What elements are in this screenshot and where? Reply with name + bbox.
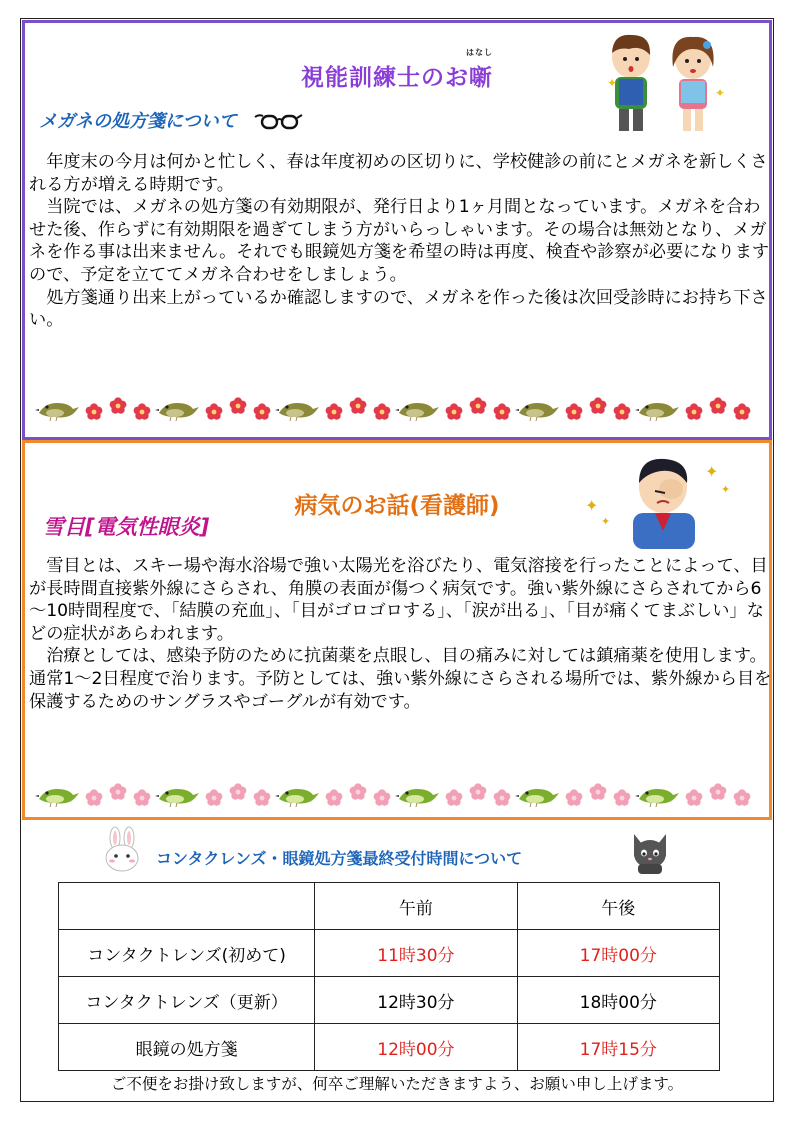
cherry-blossom-icon: [469, 783, 487, 801]
plum-blossom-icon: [109, 397, 127, 415]
paragraph: 年度末の今月は何かと忙しく、春は年度初めの区切りに、学校健診の前にとメガネを新しくされる方が増える時期です。: [29, 152, 768, 195]
plum-blossom-icon: [493, 403, 511, 421]
cherry-blossom-icon: [229, 783, 247, 801]
section2-subtitle: 雪目[電気性眼炎]: [43, 515, 210, 539]
section2-body: [29, 555, 773, 713]
section1-body: [29, 151, 773, 332]
footer-note: ご不便をお掛け致しますが、何卒ご理解いただきますよう、お願い申し上げます。: [110, 1075, 684, 1093]
table-header-cell: [59, 883, 315, 930]
row-label: コンタクトレンズ(初めて): [59, 930, 315, 977]
optometrist-section: [22, 20, 772, 440]
paragraph: 処方箋通り出来上がっているか確認しますので、メガネを作った後は次回受診時にお持ち下さい。: [29, 287, 768, 331]
bush-warbler-icon: [155, 783, 199, 807]
bush-warbler-icon: [395, 783, 439, 807]
eye-pain-illustration: [581, 451, 771, 551]
cherry-blossom-icon: [205, 789, 223, 807]
pm-time: 17時00分: [517, 930, 719, 977]
cherry-blossom-icon: [589, 783, 607, 801]
table-header-am: 午前: [315, 883, 517, 930]
plum-blossom-icon: [373, 403, 391, 421]
plum-blossom-icon: [85, 403, 103, 421]
plum-blossom-icon: [709, 397, 727, 415]
plum-blossom-icon: [445, 403, 463, 421]
cherry-blossom-icon: [349, 783, 367, 801]
bush-warbler-icon: [395, 397, 439, 421]
reception-time-table: [58, 882, 720, 1071]
plum-blossom-icon: [253, 403, 271, 421]
bush-warbler-icon: [635, 783, 679, 807]
cherry-blossom-icon: [373, 789, 391, 807]
cherry-blossom-icon: [253, 789, 271, 807]
title-ruby: はなし: [466, 48, 493, 57]
table-header-row: [59, 883, 720, 930]
children-illustration: [599, 27, 729, 137]
cherry-blossom-icon: [445, 789, 463, 807]
bush-warbler-icon: [635, 397, 679, 421]
rabbit-icon: [100, 826, 144, 872]
cherry-blossom-icon: [493, 789, 511, 807]
bird-sakura-border: [35, 779, 755, 813]
nurse-section: [22, 440, 772, 820]
sparkle-icon: ✦: [585, 496, 599, 515]
bird-plum-border: [35, 393, 755, 427]
am-time: 12時00分: [315, 1024, 517, 1071]
paragraph: 雪目とは、スキー場や海水浴場で強い太陽光を浴びたり、電気溶接を行ったことによって、目が長時間直接紫外線にさらされ、角膜の表面が傷つく病気です。強い紫外線にさらされてから6～10時間程度で、「結膜の充血」、「目がゴロゴロする」、「涙が出る」、「目が痛くてまぶしい」などの症状があらわれます。: [29, 556, 768, 644]
table-row: [59, 1024, 720, 1071]
pm-time: 18時00分: [517, 977, 719, 1024]
plum-blossom-icon: [733, 403, 751, 421]
cherry-blossom-icon: [133, 789, 151, 807]
section3-title: コンタクレンズ・眼鏡処方箋最終受付時間について: [156, 849, 523, 868]
cherry-blossom-icon: [685, 789, 703, 807]
row-label: コンタクトレンズ（更新）: [59, 977, 315, 1024]
section1-title: 視能訓練士のお噺 はなし: [301, 48, 493, 91]
cherry-blossom-icon: [565, 789, 583, 807]
bush-warbler-icon: [35, 783, 79, 807]
section2-title: 病気のお話(看護師): [294, 493, 500, 519]
section1-subtitle: メガネの処方箋について: [39, 107, 303, 133]
plum-blossom-icon: [133, 403, 151, 421]
bush-warbler-icon: [275, 397, 319, 421]
bush-warbler-icon: [275, 783, 319, 807]
paragraph: 当院では、メガネの処方箋の有効期限が、発行日より1ヶ月間となっています。メガネを合わせた後、作らずに有効期限を過ぎてしまう方がいらっしゃいます。その場合は無効となり、メガネを作る事は出来ません。それでも眼鏡処方箋を希望の時は再度、検査や診察が必要になりますので、予定を立ててメガネ合わせをしましょう。: [29, 197, 770, 285]
plum-blossom-icon: [565, 403, 583, 421]
cherry-blossom-icon: [613, 789, 631, 807]
bush-warbler-icon: [35, 397, 79, 421]
bush-warbler-icon: [515, 397, 559, 421]
pm-time: 17時15分: [517, 1024, 719, 1071]
bush-warbler-icon: [155, 397, 199, 421]
glasses-icon: [253, 111, 303, 133]
plum-blossom-icon: [229, 397, 247, 415]
plum-blossom-icon: [613, 403, 631, 421]
plum-blossom-icon: [685, 403, 703, 421]
am-time: 11時30分: [315, 930, 517, 977]
svg-text:✦: ✦: [601, 515, 611, 528]
cherry-blossom-icon: [709, 783, 727, 801]
svg-text:✦: ✦: [705, 462, 719, 481]
paragraph: 治療としては、感染予防のために抗菌薬を点眼し、目の痛みに対しては鎮痛薬を使用します。通常1～2日程度で治ります。予防としては、強い紫外線にさらされる場所では、紫外線から目を保護するためのサングラスやゴーグルが有効です。: [29, 646, 772, 712]
cherry-blossom-icon: [325, 789, 343, 807]
plum-blossom-icon: [469, 397, 487, 415]
am-time: 12時30分: [315, 977, 517, 1024]
plum-blossom-icon: [205, 403, 223, 421]
plum-blossom-icon: [325, 403, 343, 421]
cherry-blossom-icon: [733, 789, 751, 807]
plum-blossom-icon: [349, 397, 367, 415]
cherry-blossom-icon: [109, 783, 127, 801]
table-row: [59, 977, 720, 1024]
svg-text:✦: ✦: [715, 86, 726, 100]
plum-blossom-icon: [589, 397, 607, 415]
table-header-pm: 午後: [517, 883, 719, 930]
svg-text:✦: ✦: [607, 76, 618, 90]
svg-text:✦: ✦: [721, 483, 731, 496]
cherry-blossom-icon: [85, 789, 103, 807]
cat-icon: [626, 826, 674, 876]
table-row: [59, 930, 720, 977]
row-label: 眼鏡の処方箋: [59, 1024, 315, 1071]
bush-warbler-icon: [515, 783, 559, 807]
